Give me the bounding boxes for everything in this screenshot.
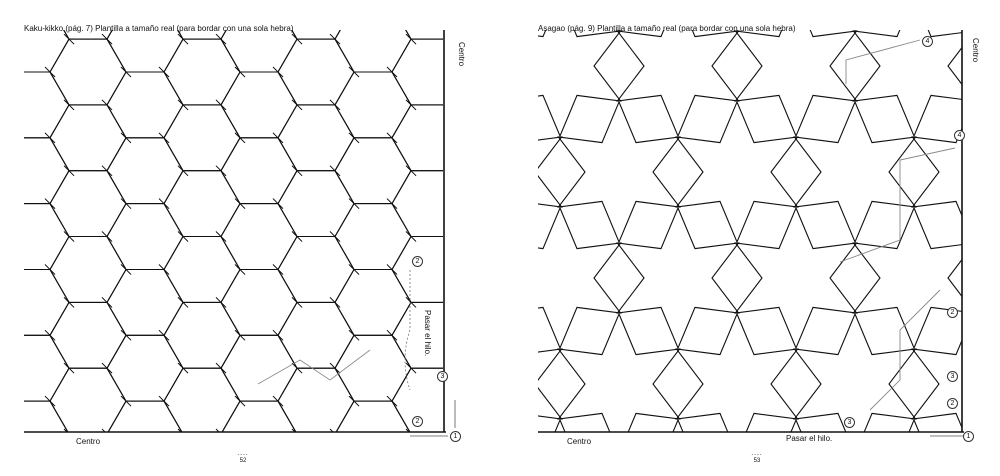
vertex-tick xyxy=(235,1,245,11)
vertex-tick xyxy=(463,462,473,472)
star-cell xyxy=(617,420,738,476)
vertex-tick xyxy=(121,1,131,11)
thread-note: Pasar el hilo. xyxy=(786,434,833,443)
vertex-tick xyxy=(159,462,169,472)
vertex-tick xyxy=(387,1,397,11)
hexagon-cell xyxy=(107,467,183,476)
star-cell xyxy=(794,314,915,454)
vertex-tick xyxy=(463,67,473,77)
vertex-tick xyxy=(463,199,473,209)
vertex-tick xyxy=(273,1,283,11)
vertex-tick xyxy=(444,232,454,242)
hexagon-cell xyxy=(0,105,12,171)
vertex-tick xyxy=(7,1,17,11)
star-cell xyxy=(971,0,1000,136)
vertex-tick xyxy=(463,67,473,77)
hexagon-cell xyxy=(278,0,354,39)
vertex-tick xyxy=(159,462,169,472)
hexagon-cell xyxy=(107,72,183,138)
vertex-tick xyxy=(45,1,55,11)
hexagon-cell xyxy=(221,204,297,270)
vertex-tick xyxy=(349,1,359,11)
star-pattern xyxy=(500,0,1000,476)
vertex-tick xyxy=(235,1,245,11)
center-label-top: Centro xyxy=(457,42,466,67)
vertex-tick xyxy=(406,429,416,439)
vertex-tick xyxy=(463,462,473,472)
vertex-tick xyxy=(444,34,454,44)
hexagon-cell xyxy=(107,6,183,72)
vertex-tick xyxy=(45,1,55,11)
step-marker-1: 1 xyxy=(450,431,461,442)
page-number-dashes: ---- xyxy=(751,452,763,458)
vertex-tick xyxy=(45,462,55,472)
hexagon-cell xyxy=(449,72,500,138)
hexagon-cell xyxy=(0,237,12,303)
hexagon-cell xyxy=(164,302,240,368)
vertex-tick xyxy=(121,1,131,11)
hexagon-cell xyxy=(392,368,468,434)
vertex-tick xyxy=(463,462,473,472)
vertex-tick xyxy=(349,462,359,472)
vertex-tick xyxy=(444,166,454,176)
star-cell xyxy=(676,314,797,454)
hexagon-cell xyxy=(0,39,12,105)
star-cell xyxy=(912,314,1000,454)
hexagon-cell xyxy=(164,237,240,303)
vertex-tick xyxy=(216,429,226,439)
hexagon-cell xyxy=(449,467,500,476)
hexagon-cell xyxy=(107,138,183,204)
vertex-tick xyxy=(463,1,473,11)
vertex-tick xyxy=(7,1,17,11)
hexagon-cell xyxy=(0,368,12,434)
center-label-bottom: Centro xyxy=(567,437,592,446)
hexagon-cell xyxy=(278,434,354,476)
center-label-top: Centro xyxy=(971,38,980,63)
star-cell xyxy=(500,420,503,476)
hexagon-cell xyxy=(107,335,183,401)
hexagon-cell xyxy=(449,0,500,6)
star-cell xyxy=(853,0,974,136)
vertex-tick xyxy=(64,429,74,439)
star-cell xyxy=(735,0,856,136)
hexagon-cell xyxy=(221,270,297,336)
hexagon-cell xyxy=(335,72,411,138)
vertex-tick xyxy=(159,1,169,11)
vertex-tick xyxy=(7,462,17,472)
star-cell xyxy=(735,420,856,476)
vertex-tick xyxy=(330,429,340,439)
vertex-tick xyxy=(463,1,473,11)
hexagon-cell xyxy=(0,0,69,6)
vertex-tick xyxy=(444,297,454,307)
right-page-title: Asagao (pág. 9) Plantilla a tamaño real (para bordar con una sola hebra) xyxy=(538,24,796,33)
vertex-tick xyxy=(273,462,283,472)
vertex-tick xyxy=(463,1,473,11)
star-cell xyxy=(500,0,621,136)
vertex-tick xyxy=(444,232,454,242)
vertex-tick xyxy=(7,67,17,77)
vertex-tick xyxy=(7,133,17,143)
page-number: 53 xyxy=(753,458,761,464)
hexagon-cell xyxy=(278,368,354,434)
hexagon-cell xyxy=(221,0,297,6)
hexagon-cell xyxy=(221,467,297,476)
vertex-tick xyxy=(349,462,359,472)
left-page-title: Kaku-kikko (pág. 7) Plantilla a tamaño real (para bordar con una sola hebra) xyxy=(24,24,294,33)
vertex-tick xyxy=(159,1,169,11)
hexagon-cell xyxy=(0,171,12,237)
vertex-tick xyxy=(7,396,17,406)
vertex-tick xyxy=(463,396,473,406)
hexagon-cell xyxy=(0,434,12,476)
step-marker-2b: 2 xyxy=(947,398,958,409)
hexagon-cell xyxy=(164,39,240,105)
hexagon-cell xyxy=(335,401,411,467)
vertex-tick xyxy=(463,199,473,209)
vertex-tick xyxy=(463,264,473,274)
center-label-bottom: Centro xyxy=(76,437,101,446)
vertex-tick xyxy=(7,199,17,209)
vertex-tick xyxy=(444,34,454,44)
thread-note: Pasar el hilo. xyxy=(423,310,432,357)
hexagon-cell xyxy=(0,270,69,336)
vertex-tick xyxy=(7,462,17,472)
vertex-tick xyxy=(7,67,17,77)
vertex-tick xyxy=(178,429,188,439)
vertex-tick xyxy=(45,462,55,472)
vertex-tick xyxy=(463,133,473,143)
vertex-tick xyxy=(45,462,55,472)
hexagon-cell xyxy=(278,171,354,237)
vertex-tick xyxy=(102,429,112,439)
vertex-tick xyxy=(7,67,17,77)
star-cell xyxy=(912,102,1000,242)
vertex-tick xyxy=(273,1,283,11)
hexagon-cell xyxy=(50,302,126,368)
vertex-tick xyxy=(273,462,283,472)
stitch-guide xyxy=(258,350,370,384)
hexagon-cell xyxy=(50,368,126,434)
vertex-tick xyxy=(444,34,454,44)
star-cell xyxy=(500,420,621,476)
vertex-tick xyxy=(387,462,397,472)
right-page xyxy=(500,0,1000,476)
hexagon-cell xyxy=(164,171,240,237)
hexagon-cell xyxy=(0,335,69,401)
vertex-tick xyxy=(273,462,283,472)
hexagon-cell xyxy=(335,204,411,270)
hexagon-cell xyxy=(335,138,411,204)
vertex-tick xyxy=(444,100,454,110)
vertex-tick xyxy=(463,67,473,77)
hexagon-cell xyxy=(335,335,411,401)
hexagon-cell xyxy=(107,270,183,336)
vertex-tick xyxy=(235,1,245,11)
vertex-tick xyxy=(444,166,454,176)
step-marker-1: 1 xyxy=(963,431,974,442)
hexagon-cell xyxy=(50,237,126,303)
hexagon-cell xyxy=(335,270,411,336)
star-cell xyxy=(912,0,1000,30)
hexagon-cell xyxy=(0,0,12,39)
vertex-tick xyxy=(463,396,473,406)
hexagon-cell xyxy=(392,105,468,171)
hexagon-cell xyxy=(221,138,297,204)
vertex-tick xyxy=(444,100,454,110)
hexagon-cell xyxy=(335,0,411,6)
vertex-tick xyxy=(349,462,359,472)
vertex-tick xyxy=(463,330,473,340)
vertex-tick xyxy=(7,133,17,143)
vertex-tick xyxy=(387,462,397,472)
hexagon-cell xyxy=(50,39,126,105)
vertex-tick xyxy=(159,462,169,472)
hexagon-cell xyxy=(278,302,354,368)
vertex-tick xyxy=(463,396,473,406)
step-marker-3: 3 xyxy=(437,371,448,382)
vertex-tick xyxy=(7,133,17,143)
vertex-tick xyxy=(121,462,131,472)
hexagon-cell xyxy=(107,204,183,270)
vertex-tick xyxy=(463,330,473,340)
hexagon-cell xyxy=(278,39,354,105)
vertex-tick xyxy=(7,264,17,274)
hexagon-cell xyxy=(0,204,69,270)
stitch-guide xyxy=(846,40,920,84)
vertex-tick xyxy=(7,264,17,274)
step-marker-2: 2 xyxy=(947,307,958,318)
vertex-tick xyxy=(7,330,17,340)
step-marker-4b: 4 xyxy=(954,130,965,141)
vertex-tick xyxy=(7,264,17,274)
vertex-tick xyxy=(292,429,302,439)
hexagon-cell xyxy=(278,105,354,171)
hexagon-cell xyxy=(164,105,240,171)
vertex-tick xyxy=(444,232,454,242)
vertex-tick xyxy=(7,462,17,472)
vertex-tick xyxy=(463,133,473,143)
vertex-tick xyxy=(7,396,17,406)
hexagon-cell xyxy=(0,138,69,204)
star-cell xyxy=(794,0,915,30)
vertex-tick xyxy=(387,1,397,11)
vertex-tick xyxy=(7,1,17,11)
hexagon-cell xyxy=(392,171,468,237)
vertex-tick xyxy=(45,1,55,11)
hexagon-cell xyxy=(164,0,240,39)
star-cell xyxy=(617,208,738,348)
vertex-tick xyxy=(444,297,454,307)
hexagon-cell xyxy=(449,204,500,270)
star-cell xyxy=(500,208,503,348)
vertex-tick xyxy=(7,330,17,340)
star-cell xyxy=(558,314,679,454)
hexagon-cell xyxy=(0,401,69,467)
step-marker-4: 4 xyxy=(922,36,933,47)
hexagon-cell xyxy=(50,171,126,237)
star-cell xyxy=(853,208,974,348)
star-cell xyxy=(500,102,562,242)
vertex-tick xyxy=(444,166,454,176)
vertex-tick xyxy=(463,199,473,209)
hexagon-cell xyxy=(278,237,354,303)
hexagon-cell xyxy=(449,335,500,401)
hexagon-cell xyxy=(107,0,183,6)
vertex-tick xyxy=(121,462,131,472)
vertex-tick xyxy=(7,199,17,209)
star-cell xyxy=(500,0,503,136)
step-marker-3: 3 xyxy=(947,371,958,382)
hexagon-cell xyxy=(0,6,69,72)
star-cell xyxy=(676,102,797,242)
star-cell xyxy=(853,420,974,476)
star-grid xyxy=(500,0,1000,476)
vertex-tick xyxy=(463,133,473,143)
hexagon-cell xyxy=(221,6,297,72)
step-marker-2b: 2 xyxy=(412,416,423,427)
vertex-tick xyxy=(121,1,131,11)
star-cell xyxy=(500,208,621,348)
vertex-tick xyxy=(159,1,169,11)
star-cell xyxy=(735,208,856,348)
step-marker-3b: 3 xyxy=(844,417,855,428)
hexagon-cell xyxy=(164,434,240,476)
page-number: 52 xyxy=(239,458,247,464)
vertex-tick xyxy=(444,100,454,110)
star-cell xyxy=(794,102,915,242)
hexagon-cell xyxy=(221,72,297,138)
hexagon-cell xyxy=(449,270,500,336)
star-cell xyxy=(500,314,562,454)
hexagon-cell xyxy=(0,72,69,138)
vertex-tick xyxy=(463,264,473,274)
vertex-tick xyxy=(7,199,17,209)
vertex-tick xyxy=(349,1,359,11)
hexagon-cell xyxy=(449,138,500,204)
hexagon-cell xyxy=(392,237,468,303)
vertex-tick xyxy=(7,330,17,340)
hexagon-cell xyxy=(107,401,183,467)
vertex-tick xyxy=(349,1,359,11)
step-marker-2: 2 xyxy=(412,256,423,267)
star-cell xyxy=(971,420,1000,476)
hexagon-cell xyxy=(335,6,411,72)
hexagon-cell xyxy=(0,302,12,368)
hexagon-cell xyxy=(335,467,411,476)
vertex-tick xyxy=(463,330,473,340)
vertex-tick xyxy=(444,297,454,307)
vertex-tick xyxy=(121,462,131,472)
page-number-dashes: ---- xyxy=(237,452,249,458)
vertex-tick xyxy=(387,1,397,11)
hexagon-cell xyxy=(392,0,468,39)
hexagon-cell xyxy=(50,0,126,39)
star-cell xyxy=(971,208,1000,348)
star-cell xyxy=(558,102,679,242)
vertex-tick xyxy=(7,396,17,406)
hexagon-cell xyxy=(50,105,126,171)
vertex-tick xyxy=(463,264,473,274)
hexagon-cell xyxy=(0,467,69,476)
vertex-tick xyxy=(387,462,397,472)
star-cell xyxy=(617,0,738,136)
hexagon-cell xyxy=(164,368,240,434)
vertex-tick xyxy=(273,1,283,11)
